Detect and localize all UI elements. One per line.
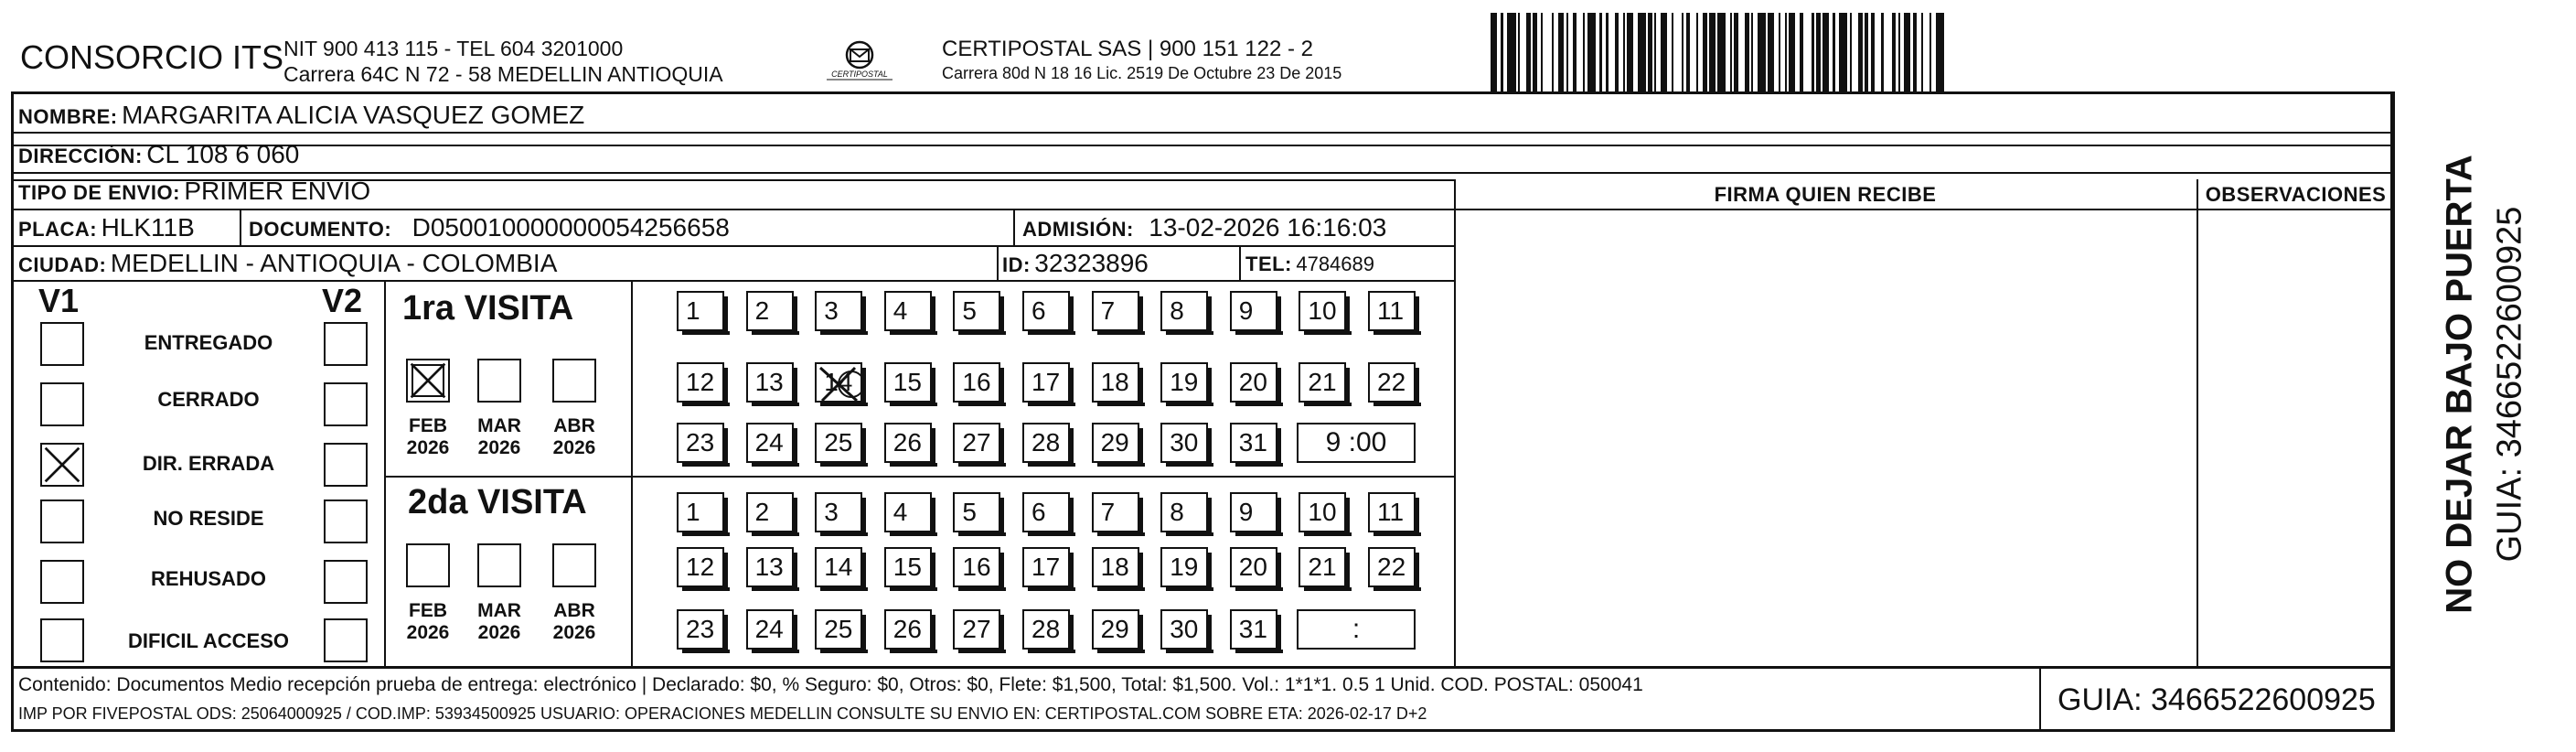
barcode-bar bbox=[1822, 13, 1829, 91]
v2-checkbox[interactable] bbox=[324, 382, 368, 426]
barcode-bar bbox=[1768, 13, 1774, 91]
day-number: 8 bbox=[1170, 296, 1184, 325]
barcode-bar bbox=[1738, 13, 1745, 91]
first-visit-title: 1ra VISITA bbox=[402, 289, 574, 328]
month-year: 2026 bbox=[406, 622, 450, 643]
direccion-row bbox=[18, 140, 299, 169]
check-x-icon bbox=[42, 445, 82, 485]
day-number: 2 bbox=[754, 498, 770, 526]
day-number: 12 bbox=[686, 368, 715, 396]
month-label bbox=[401, 415, 455, 459]
month-label bbox=[547, 600, 602, 644]
firma-header: FIRMA QUIEN RECIBE bbox=[1714, 183, 1937, 206]
v2-checkbox[interactable] bbox=[324, 443, 368, 487]
day-number: 28 bbox=[1031, 428, 1061, 457]
status-label: REHUSADO bbox=[151, 567, 266, 590]
status-label: CERRADO bbox=[157, 388, 260, 411]
day-number: 14 bbox=[824, 368, 853, 396]
second-visit-day-box[interactable] bbox=[1230, 547, 1277, 587]
second-visit-month-checkbox[interactable] bbox=[552, 543, 596, 587]
first-visit-day-box[interactable] bbox=[677, 291, 724, 331]
first-visit-day-box[interactable] bbox=[1160, 362, 1208, 403]
day-number: 8 bbox=[1170, 498, 1184, 526]
day-number: 17 bbox=[1031, 368, 1061, 396]
day-number: 6 bbox=[1031, 296, 1046, 325]
first-visit-month-checkbox[interactable] bbox=[477, 359, 521, 403]
nombre-label: NOMBRE: bbox=[18, 105, 118, 128]
day-number: 18 bbox=[1100, 553, 1129, 581]
day-number: 16 bbox=[962, 553, 991, 581]
first-visit-time-field[interactable]: 9 :00 bbox=[1297, 423, 1416, 463]
barcode-bar bbox=[1577, 13, 1583, 91]
day-number: 25 bbox=[824, 615, 853, 643]
first-visit-day-box[interactable] bbox=[677, 423, 724, 463]
first-visit-day-box[interactable] bbox=[1092, 423, 1139, 463]
company-name: CONSORCIO ITS bbox=[20, 38, 284, 76]
second-visit-day-box[interactable] bbox=[1022, 609, 1070, 650]
v2-checkbox[interactable] bbox=[324, 500, 368, 543]
day-number: 21 bbox=[1308, 553, 1337, 581]
second-visit-day-box[interactable] bbox=[1092, 492, 1139, 532]
second-visit-day-box[interactable] bbox=[953, 492, 1000, 532]
second-visit-day-box[interactable] bbox=[746, 609, 794, 650]
day-number: 22 bbox=[1377, 553, 1406, 581]
tel-value: 4784689 bbox=[1296, 252, 1374, 275]
check-x-icon bbox=[817, 364, 864, 404]
month-label bbox=[472, 415, 527, 459]
v1-checkbox[interactable] bbox=[40, 500, 84, 543]
v2-checkbox[interactable] bbox=[324, 322, 368, 366]
first-visit-day-box[interactable] bbox=[815, 291, 862, 331]
barcode-bar bbox=[1717, 13, 1726, 91]
day-number: 10 bbox=[1308, 296, 1337, 325]
day-number: 17 bbox=[1031, 553, 1061, 581]
nombre-value: MARGARITA ALICIA VASQUEZ GOMEZ bbox=[122, 101, 585, 129]
id-value: 32323896 bbox=[1034, 249, 1149, 277]
day-number: 31 bbox=[1238, 428, 1267, 457]
day-number: 30 bbox=[1170, 615, 1199, 643]
v2-checkbox[interactable] bbox=[324, 618, 368, 662]
month-name: ABR bbox=[553, 600, 595, 621]
barcode-bar bbox=[1758, 13, 1766, 91]
day-number: 20 bbox=[1238, 368, 1267, 396]
first-visit-day-box[interactable] bbox=[884, 362, 932, 403]
first-visit-day-box[interactable] bbox=[1092, 362, 1139, 403]
first-visit-day-box[interactable] bbox=[1230, 291, 1277, 331]
day-number: 10 bbox=[1308, 498, 1337, 526]
day-number: 27 bbox=[962, 428, 991, 457]
barcode-bar bbox=[1690, 13, 1696, 91]
second-visit-day-box[interactable] bbox=[746, 492, 794, 532]
tipo-envio-value: PRIMER ENVIO bbox=[184, 177, 371, 205]
first-visit-day-box[interactable] bbox=[746, 291, 794, 331]
day-number: 9 bbox=[1238, 498, 1254, 526]
day-number: 12 bbox=[686, 553, 715, 581]
carrier-name: CERTIPOSTAL SAS | 900 151 122 - 2 bbox=[942, 37, 1313, 61]
barcode-bar bbox=[1627, 13, 1633, 91]
status-label: DIR. ERRADA bbox=[142, 452, 275, 475]
day-number: 1 bbox=[686, 296, 700, 325]
second-visit-day-box[interactable] bbox=[884, 492, 932, 532]
placa-value: HLK11B bbox=[101, 213, 195, 242]
status-label: DIFICIL ACCESO bbox=[127, 629, 289, 652]
nombre-row bbox=[18, 101, 584, 130]
second-visit-day-box[interactable] bbox=[1230, 609, 1277, 650]
tel-label: TEL: bbox=[1245, 252, 1292, 275]
day-number: 15 bbox=[893, 368, 922, 396]
second-visit-day-box[interactable] bbox=[1368, 547, 1416, 587]
barcode-bar bbox=[1936, 13, 1944, 91]
day-number: 30 bbox=[1170, 428, 1199, 457]
tel-field bbox=[1245, 252, 1374, 276]
admision-field bbox=[1022, 213, 1386, 242]
day-number: 24 bbox=[754, 428, 784, 457]
barcode-bar bbox=[1558, 13, 1565, 91]
id-field bbox=[1002, 249, 1149, 278]
month-year: 2026 bbox=[477, 622, 521, 643]
second-visit-day-box[interactable] bbox=[677, 609, 724, 650]
month-label bbox=[401, 600, 455, 644]
v2-checkbox[interactable] bbox=[324, 560, 368, 604]
first-visit-day-box[interactable] bbox=[815, 362, 862, 403]
day-number: 18 bbox=[1100, 368, 1129, 396]
day-number: 11 bbox=[1377, 296, 1405, 325]
barcode-bar bbox=[1852, 13, 1858, 91]
first-visit-day-box[interactable] bbox=[815, 423, 862, 463]
barcode-bar bbox=[1543, 13, 1551, 91]
day-number: 28 bbox=[1031, 615, 1061, 643]
second-visit-day-box[interactable] bbox=[1022, 492, 1070, 532]
first-visit-month-checkbox[interactable] bbox=[406, 359, 450, 403]
tipo-envio-label: TIPO DE ENVIO: bbox=[18, 181, 180, 204]
month-label bbox=[547, 415, 602, 459]
month-name: MAR bbox=[477, 600, 521, 621]
second-visit-day-box[interactable] bbox=[1368, 492, 1416, 532]
day-number: 26 bbox=[893, 428, 922, 457]
barcode-bar bbox=[1803, 13, 1812, 91]
id-label: ID: bbox=[1002, 253, 1031, 276]
first-visit-day-box[interactable] bbox=[1299, 291, 1346, 331]
v1-header: V1 bbox=[38, 282, 80, 319]
imp-text: IMP POR FIVEPOSTAL ODS: 25064000925 / COD.IMP: 53934500925 USUARIO: OPERACIONES MEDELLIN CONSULTE SU ENVIO EN: CERTIPOSTAL.COM SOBRE ETA: 2026-02-17 D+2 bbox=[18, 704, 1427, 723]
barcode bbox=[1491, 13, 2222, 91]
day-number: 11 bbox=[1377, 498, 1405, 526]
day-number: 13 bbox=[754, 368, 784, 396]
v1-checkbox[interactable] bbox=[40, 443, 84, 487]
first-visit-day-box[interactable] bbox=[1022, 423, 1070, 463]
placa-label: PLACA: bbox=[18, 218, 98, 241]
month-year: 2026 bbox=[406, 437, 450, 458]
documento-value: D050010000000054256658 bbox=[412, 213, 730, 242]
first-visit-day-box[interactable] bbox=[1299, 362, 1346, 403]
first-visit-day-box[interactable] bbox=[1230, 362, 1277, 403]
barcode-bar bbox=[1923, 13, 1929, 91]
day-number: 31 bbox=[1238, 615, 1267, 643]
barcode-bar bbox=[1507, 13, 1515, 91]
day-number: 16 bbox=[962, 368, 991, 396]
day-number: 5 bbox=[962, 296, 977, 325]
check-x-icon bbox=[408, 360, 448, 401]
day-number: 1 bbox=[686, 498, 700, 526]
first-visit-day-box[interactable] bbox=[1230, 423, 1277, 463]
day-number: 14 bbox=[824, 553, 853, 581]
first-visit-day-box[interactable] bbox=[953, 291, 1000, 331]
first-visit-day-box[interactable] bbox=[1022, 291, 1070, 331]
second-visit-day-box[interactable] bbox=[1160, 547, 1208, 587]
ciudad-field bbox=[18, 249, 557, 278]
contenido-text: Contenido: Documentos Medio recepción prueba de entrega: electrónico | Declarado: $0, % Seguro: $0, Otros: $0, Flete: $1,500, Total: $1,500. Vol.: 1*1*1. 0.5 1 Unid. COD. POSTAL: 050041 bbox=[18, 674, 1643, 695]
month-year: 2026 bbox=[477, 437, 521, 458]
second-visit-day-box[interactable] bbox=[815, 609, 862, 650]
day-number: 23 bbox=[686, 428, 715, 457]
second-visit-day-box[interactable] bbox=[1022, 547, 1070, 587]
day-number: 3 bbox=[824, 498, 839, 526]
second-visit-day-box[interactable] bbox=[1092, 547, 1139, 587]
second-visit-day-box[interactable] bbox=[953, 547, 1000, 587]
v1-checkbox[interactable] bbox=[40, 382, 84, 426]
first-visit-day-box[interactable] bbox=[1160, 291, 1208, 331]
barcode-bar bbox=[1661, 13, 1667, 91]
day-number: 27 bbox=[962, 615, 991, 643]
barcode-bar bbox=[1520, 13, 1526, 91]
day-number: 25 bbox=[824, 428, 853, 457]
day-number: 20 bbox=[1238, 553, 1267, 581]
company-address: Carrera 64C N 72 - 58 MEDELLIN ANTIOQUIA bbox=[283, 62, 723, 86]
barcode-bar bbox=[1789, 13, 1795, 91]
second-visit-day-box[interactable] bbox=[815, 492, 862, 532]
month-name: FEB bbox=[409, 415, 447, 436]
documento-label: DOCUMENTO: bbox=[249, 218, 392, 241]
barcode-bar bbox=[1884, 13, 1892, 91]
second-visit-title: 2da VISITA bbox=[408, 483, 587, 521]
second-visit-day-box[interactable] bbox=[884, 547, 932, 587]
day-number: 7 bbox=[1100, 296, 1116, 325]
first-visit-day-box[interactable] bbox=[1368, 362, 1416, 403]
day-number: 19 bbox=[1170, 368, 1199, 396]
day-number: 7 bbox=[1100, 498, 1116, 526]
barcode-bar bbox=[1587, 13, 1596, 91]
first-visit-day-box[interactable] bbox=[746, 362, 794, 403]
day-number: 6 bbox=[1031, 498, 1046, 526]
month-year: 2026 bbox=[552, 437, 596, 458]
v2-header: V2 bbox=[322, 282, 363, 319]
month-name: ABR bbox=[553, 415, 595, 436]
day-number: 13 bbox=[754, 553, 784, 581]
side-guia: GUIA: 3466522600925 bbox=[2490, 206, 2529, 563]
first-visit-month-checkbox[interactable] bbox=[552, 359, 596, 403]
month-year: 2026 bbox=[552, 622, 596, 643]
direccion-value: CL 108 6 060 bbox=[146, 140, 300, 168]
day-number: 26 bbox=[893, 615, 922, 643]
ciudad-value: MEDELLIN - ANTIOQUIA - COLOMBIA bbox=[110, 249, 558, 277]
second-visit-day-box[interactable] bbox=[1230, 492, 1277, 532]
first-visit-day-box[interactable] bbox=[677, 362, 724, 403]
month-name: MAR bbox=[477, 415, 521, 436]
footer-guia: GUIA: 3466522600925 bbox=[2058, 682, 2376, 717]
second-visit-month-checkbox[interactable] bbox=[477, 543, 521, 587]
day-number: 21 bbox=[1308, 368, 1337, 396]
second-visit-day-box[interactable] bbox=[815, 547, 862, 587]
second-visit-day-box[interactable] bbox=[1299, 492, 1346, 532]
first-visit-day-box[interactable] bbox=[1368, 291, 1416, 331]
side-warning: NO DEJAR BAJO PUERTA bbox=[2439, 155, 2480, 614]
tipo-envio-row bbox=[18, 177, 370, 206]
admision-label: ADMISIÓN: bbox=[1022, 218, 1134, 241]
first-visit-day-box[interactable] bbox=[884, 291, 932, 331]
day-number: 4 bbox=[893, 498, 908, 526]
v1-checkbox[interactable] bbox=[40, 618, 84, 662]
day-number: 23 bbox=[686, 615, 715, 643]
certipostal-logo bbox=[821, 38, 898, 90]
second-visit-day-box[interactable] bbox=[677, 492, 724, 532]
second-visit-day-box[interactable] bbox=[884, 609, 932, 650]
company-nit: NIT 900 413 115 - TEL 604 3201000 bbox=[283, 37, 624, 60]
day-number: 29 bbox=[1100, 428, 1129, 457]
barcode-bar bbox=[1904, 13, 1910, 91]
first-visit-day-box[interactable] bbox=[953, 423, 1000, 463]
barcode-bar bbox=[1673, 13, 1682, 91]
second-visit-time-field[interactable]: : bbox=[1297, 609, 1416, 650]
day-number: 15 bbox=[893, 553, 922, 581]
placa-field bbox=[18, 213, 195, 242]
documento-field bbox=[249, 213, 730, 242]
barcode-bar bbox=[1609, 13, 1615, 91]
day-number: 3 bbox=[824, 296, 839, 325]
admision-value: 13-02-2026 16:16:03 bbox=[1149, 213, 1387, 242]
second-visit-day-box[interactable] bbox=[1160, 609, 1208, 650]
day-number: 19 bbox=[1170, 553, 1199, 581]
observaciones-header: OBSERVACIONES bbox=[2205, 183, 2387, 206]
direccion-label: DIRECCIÓN: bbox=[18, 145, 143, 167]
first-visit-day-box[interactable] bbox=[953, 362, 1000, 403]
barcode-bar bbox=[1638, 13, 1646, 91]
day-number: 5 bbox=[962, 498, 977, 526]
day-number: 9 bbox=[1238, 296, 1254, 325]
logo-text: CERTIPOSTAL bbox=[831, 70, 888, 79]
second-visit-day-box[interactable] bbox=[1092, 609, 1139, 650]
second-visit-day-box[interactable] bbox=[1299, 547, 1346, 587]
carrier-license: Carrera 80d N 18 16 Lic. 2519 De Octubre 23 De 2015 bbox=[942, 64, 1342, 82]
ciudad-label: CIUDAD: bbox=[18, 253, 107, 276]
first-visit-day-box[interactable] bbox=[884, 423, 932, 463]
second-visit-day-box[interactable] bbox=[677, 547, 724, 587]
day-number: 22 bbox=[1377, 368, 1406, 396]
day-number: 24 bbox=[754, 615, 784, 643]
barcode-bar bbox=[1839, 13, 1847, 91]
envelope-seal-icon bbox=[821, 38, 898, 90]
second-visit-day-box[interactable] bbox=[953, 609, 1000, 650]
barcode-bar bbox=[1491, 13, 1497, 91]
month-label bbox=[472, 600, 527, 644]
month-name: FEB bbox=[409, 600, 447, 621]
status-label: NO RESIDE bbox=[153, 507, 264, 530]
first-visit-day-box[interactable] bbox=[1092, 291, 1139, 331]
first-visit-day-box[interactable] bbox=[1160, 423, 1208, 463]
first-visit-day-box[interactable] bbox=[746, 423, 794, 463]
day-number: 4 bbox=[893, 296, 908, 325]
v1-checkbox[interactable] bbox=[40, 322, 84, 366]
day-number: 29 bbox=[1100, 615, 1129, 643]
barcode-bar bbox=[1709, 13, 1716, 91]
second-visit-day-box[interactable] bbox=[746, 547, 794, 587]
first-visit-day-box[interactable] bbox=[1022, 362, 1070, 403]
day-number: 2 bbox=[754, 296, 770, 325]
barcode-bar bbox=[1875, 13, 1881, 91]
second-visit-day-box[interactable] bbox=[1160, 492, 1208, 532]
status-label: ENTREGADO bbox=[144, 331, 273, 354]
v1-checkbox[interactable] bbox=[40, 560, 84, 604]
second-visit-month-checkbox[interactable] bbox=[406, 543, 450, 587]
